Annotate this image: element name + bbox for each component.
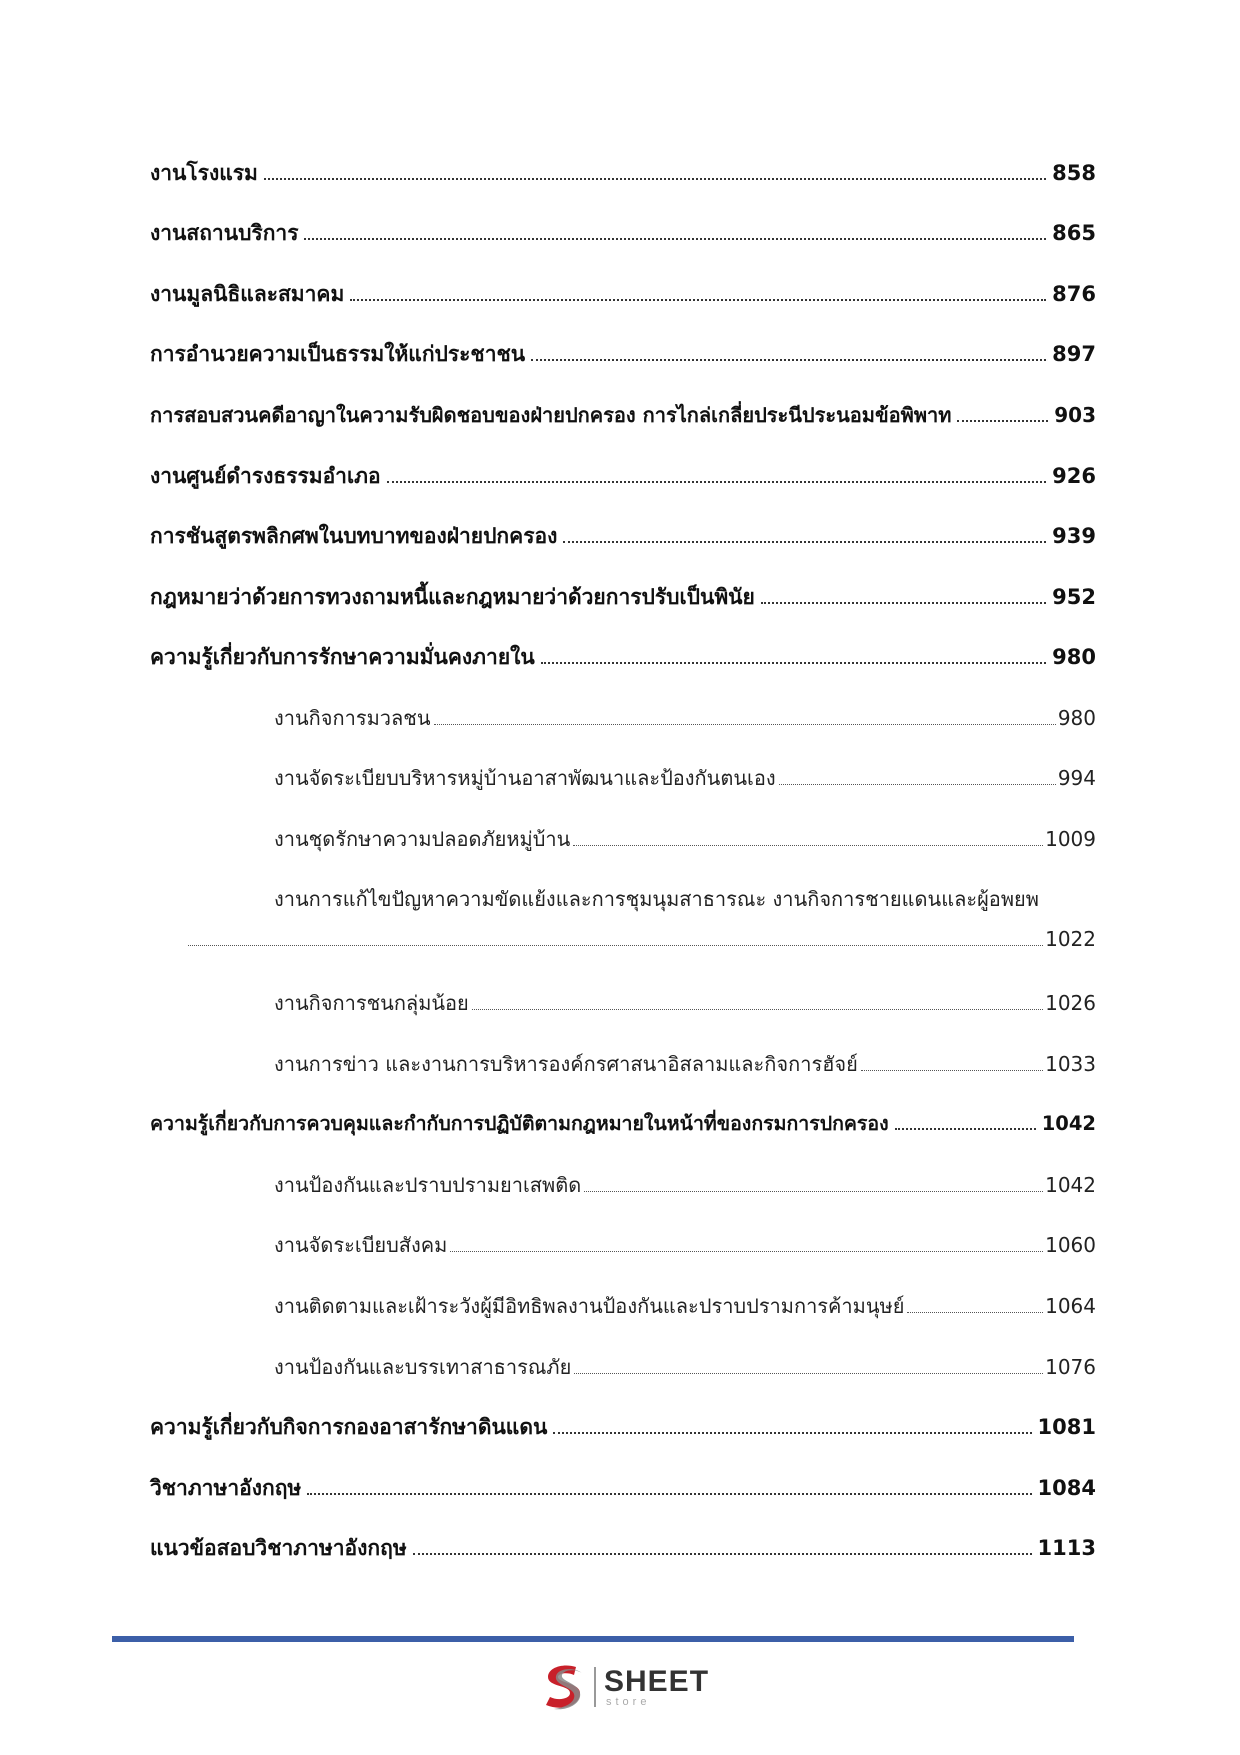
toc-entry[interactable] [150,399,1096,431]
toc-entry[interactable] [150,1532,1096,1565]
toc-entry-title: งานกิจการชนกลุ่มน้อย [274,991,469,1015]
toc-entry-title: แนวข้อสอบวิชาภาษาอังกฤษ [150,1536,407,1560]
footer-logo [540,1658,720,1716]
toc-entry-title: งานสถานบริการ [150,221,299,245]
toc-entry[interactable] [150,1472,1096,1505]
toc-leader [584,1191,1043,1192]
toc-leader [472,1009,1043,1010]
toc-leader [553,1432,1031,1434]
toc-entry[interactable] [150,157,1096,190]
toc-entry-page: 1022 [1045,927,1096,951]
toc-subentry-title-wrapped[interactable]: งานการแก้ไขปัญหาความขัดแย้งและการชุมนุมสาธารณะ งานกิจการชายแดนและผู้อพยพ [274,887,1039,911]
toc-leader [264,178,1046,180]
toc-entry-title: งานโรงแรม [150,161,258,185]
toc-leader [574,1373,1043,1374]
toc-entry-page: 980 [1057,706,1096,730]
toc-entry[interactable] [150,217,1096,250]
toc-leader [307,1493,1031,1495]
toc-entry[interactable] [150,641,1096,674]
toc-subentry[interactable] [274,1169,1096,1201]
toc-entry-page: 980 [1052,645,1096,669]
toc-entry[interactable] [150,460,1096,493]
toc-entry-page: 1033 [1045,1052,1096,1076]
sheet-store-logo-icon [540,1661,588,1713]
toc-entry-title: งานชุดรักษาความปลอดภัยหมู่บ้าน [274,827,571,851]
toc-entry-title: งานกิจการมวลชน [274,706,431,730]
toc-entry-title: งานศูนย์ดำรงธรรมอำเภอ [150,464,381,488]
logo-brand-text: SHEET [604,1664,710,1698]
toc-subentry[interactable] [274,987,1096,1019]
toc-leader [907,1312,1043,1313]
toc-leader [541,662,1046,664]
toc-entry-title: งานป้องกันและปราบปรามยาเสพติด [274,1173,582,1197]
toc-entry-page: 1113 [1037,1536,1096,1560]
toc-entry-page: 1084 [1037,1476,1096,1500]
toc-entry-page: 858 [1052,161,1096,185]
toc-entry-page: 939 [1052,524,1096,548]
toc-entry-page: 1081 [1037,1415,1096,1439]
toc-leader [350,299,1046,301]
toc-subentry[interactable] [274,702,1096,734]
toc-entry-title: ความรู้เกี่ยวกับกิจการกองอาสารักษาดินแดน [150,1415,548,1439]
toc-entry-page: 1042 [1041,1112,1096,1135]
toc-subentry[interactable] [274,1229,1096,1261]
toc-entry-page: 903 [1054,403,1096,427]
toc-leader [531,359,1046,361]
logo-brand-subtext: store [606,1695,651,1708]
toc-entry-page: 952 [1052,585,1096,609]
toc-leader [861,1070,1043,1071]
toc-entry-title: การสอบสวนคดีอาญาในความรับผิดชอบของฝ่ายปกครอง การไกล่เกลี่ยประนีประนอมข้อพิพาท [150,403,952,427]
toc-entry-page: 1026 [1045,991,1096,1015]
toc-entry-title: งานการข่าว และงานการบริหารองค์กรศาสนาอิสลามและกิจการฮัจย์ [274,1052,858,1076]
toc-entry[interactable] [150,1108,1096,1139]
toc-entry-title: วิชาภาษาอังกฤษ [150,1476,302,1500]
toc-entry-title: งานจัดระเบียบบริหารหมู่บ้านอาสาพัฒนาและป้องกันตนเอง [274,766,776,790]
toc-leader [895,1128,1036,1130]
toc-entry-title: การอำนวยความเป็นธรรมให้แก่ประชาชน [150,342,526,366]
toc-subentry[interactable] [274,823,1096,855]
toc-leader [413,1553,1032,1555]
toc-leader [450,1251,1043,1252]
toc-entry-title: ความรู้เกี่ยวกับการรักษาความมั่นคงภายใน [150,645,535,669]
toc-entry[interactable] [150,520,1096,553]
toc-entry-page: 865 [1052,221,1096,245]
footer-divider [112,1636,1074,1642]
logo-wordmark [604,1664,710,1708]
toc-entry-page: 1064 [1045,1294,1096,1318]
toc-entry-title: งานป้องกันและบรรเทาสาธารณภัย [274,1355,572,1379]
toc-entry-page: 926 [1052,464,1096,488]
toc-subentry-continuation [188,927,1096,951]
toc-leader [563,541,1046,543]
toc-leader [304,238,1046,240]
toc-entry[interactable] [150,1411,1096,1444]
toc-subentry[interactable] [274,1048,1096,1080]
toc-leader [573,845,1043,846]
toc-subentry[interactable] [274,762,1096,794]
toc-entry-title: กฎหมายว่าด้วยการทวงถามหนี้และกฎหมายว่าด้วยการปรับเป็นพินัย [150,585,755,609]
toc-leader [188,945,1043,946]
toc-entry-page: 1060 [1045,1233,1096,1257]
toc-leader [387,481,1047,483]
toc-entry-title: ความรู้เกี่ยวกับการควบคุมและกำกับการปฏิบัติตามกฎหมายในหน้าที่ของกรมการปกครอง [150,1112,889,1135]
toc-subentry[interactable] [274,1290,1096,1322]
toc-entry-page: 994 [1057,766,1096,790]
toc-leader [434,724,1056,725]
toc-entry[interactable] [150,278,1096,311]
toc-entry-page: 1076 [1045,1355,1096,1379]
toc-entry-title: งานจัดระเบียบสังคม [274,1233,448,1257]
toc-leader [779,784,1056,785]
toc-subentry[interactable] [274,1351,1096,1383]
toc-entry-page: 876 [1052,282,1096,306]
toc-entry-title: งานมูลนิธิและสมาคม [150,282,345,306]
toc-entry-title: งานติดตามและเฝ้าระวังผู้มีอิทธิพลงานป้องกันและปราบปรามการค้ามนุษย์ [274,1294,905,1318]
logo-separator [594,1667,596,1707]
toc-entry-page: 1009 [1045,827,1096,851]
toc-entry-title: การชันสูตรพลิกศพในบทบาทของฝ่ายปกครอง [150,524,558,548]
toc-leader [761,602,1046,604]
toc-entry-page: 897 [1052,342,1096,366]
toc-entry[interactable] [150,581,1096,614]
toc-entry[interactable] [150,338,1096,371]
toc-entry-page: 1042 [1045,1173,1096,1197]
toc-leader [957,420,1048,422]
